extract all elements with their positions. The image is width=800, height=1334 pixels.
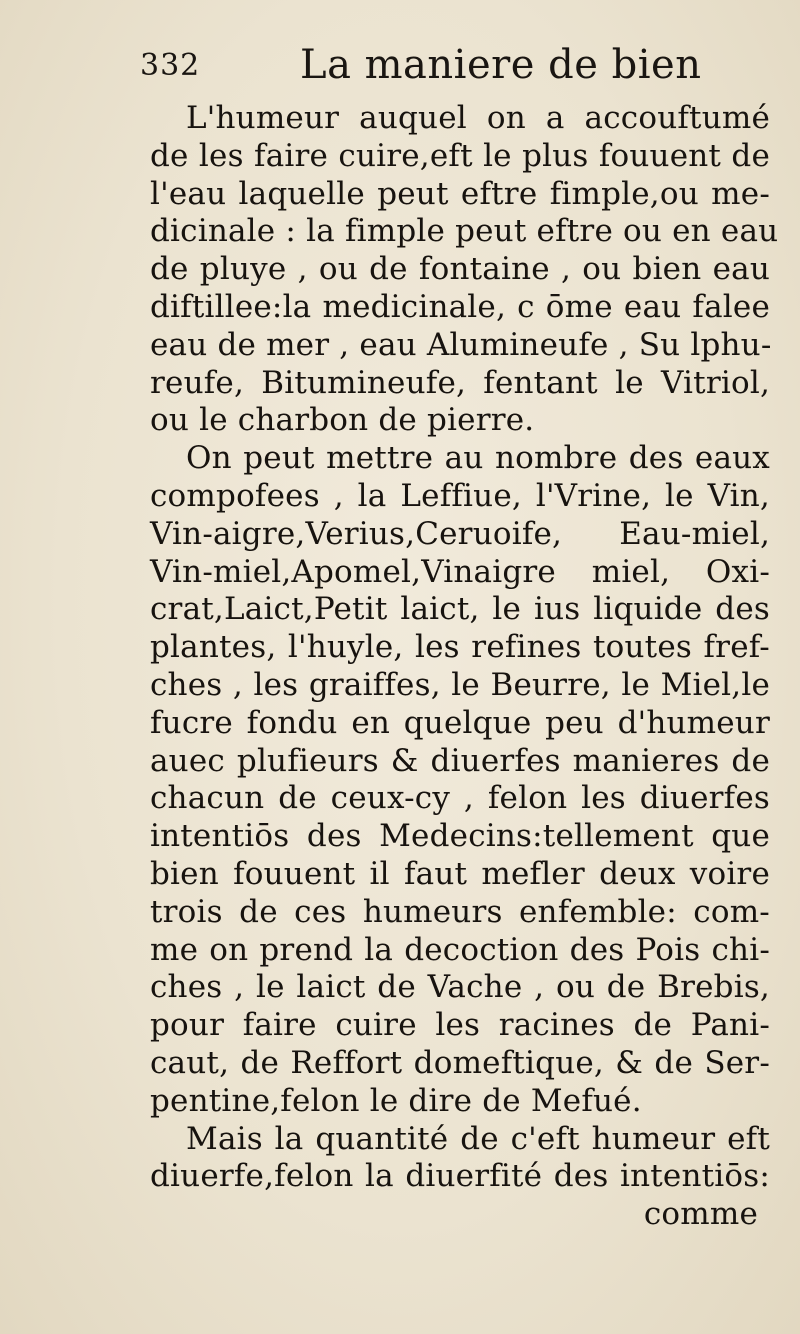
text-line: diuerfe,felon la diuerfité des intentiōs: [150,1158,770,1195]
catchword: comme [643,1196,758,1233]
text-line: me on prend la decoction des Pois chi- [150,931,770,968]
text-line: trois de ces humeurs enfemble: com- [150,893,770,930]
running-title: La maniere de bien [300,42,702,88]
text-line: pour faire cuire les racines de Pani- [150,1007,770,1044]
text-line: dicinale : la fimple peut eftre ou en eau [150,213,779,250]
text-line: eau de mer , eau Alumineufe , Su lphu- [150,326,772,363]
text-line: auec plufieurs & diuerfes manieres de [150,742,770,779]
text-line: de les faire cuire,eft le plus fouuent de [150,137,770,174]
text-line: caut, de Reffort domeftique, & de Ser- [150,1044,770,1081]
text-line: Vin-aigre,Verius,Ceruoife, Eau-miel, [150,515,770,552]
text-line: intentiōs des Medecins:tellement que [150,818,770,855]
text-line: diftillee:la medicinale, c ōme eau falee [150,288,770,325]
body-text [150,100,779,1234]
page-header [140,38,760,98]
text-line: ou le charbon de pierre. [150,402,535,439]
text-line: chacun de ceux-cy , felon les diuerfes [150,780,770,817]
text-line: crat,Laict,Petit laict, le ius liquide des [150,591,770,628]
text-line: Mais la quantité de c'eft humeur eft [186,1120,770,1157]
text-line: l'eau laquelle peut eftre fimple,ou me- [150,175,770,212]
text-line: ches , les graiffes, le Beurre, le Miel,le [150,666,770,703]
text-line: bien fouuent il faut mefler deux voire [150,855,770,892]
text-line: plantes, l'huyle, les refines toutes fref- [150,629,770,666]
text-line: ches , le laict de Vache , ou de Brebis, [150,969,770,1006]
text-line: On peut mettre au nombre des eaux [186,440,770,477]
text-line: reufe, Bitumineufe, fentant le Vitriol, [150,364,770,401]
page-number: 332 [140,48,201,83]
text-line: L'humeur auquel on a accouftumé [186,100,770,136]
text-line: Vin-miel,Apomel,Vinaigre miel, Oxi- [150,553,770,590]
text-line: fucre fondu en quelque peu d'humeur [150,704,770,741]
text-line: compofees , la Leffiue, l'Vrine, le Vin, [150,477,770,514]
text-line: pentine,felon le dire de Mefué. [150,1082,642,1119]
text-line: de pluye , ou de fontaine , ou bien eau [150,251,770,288]
